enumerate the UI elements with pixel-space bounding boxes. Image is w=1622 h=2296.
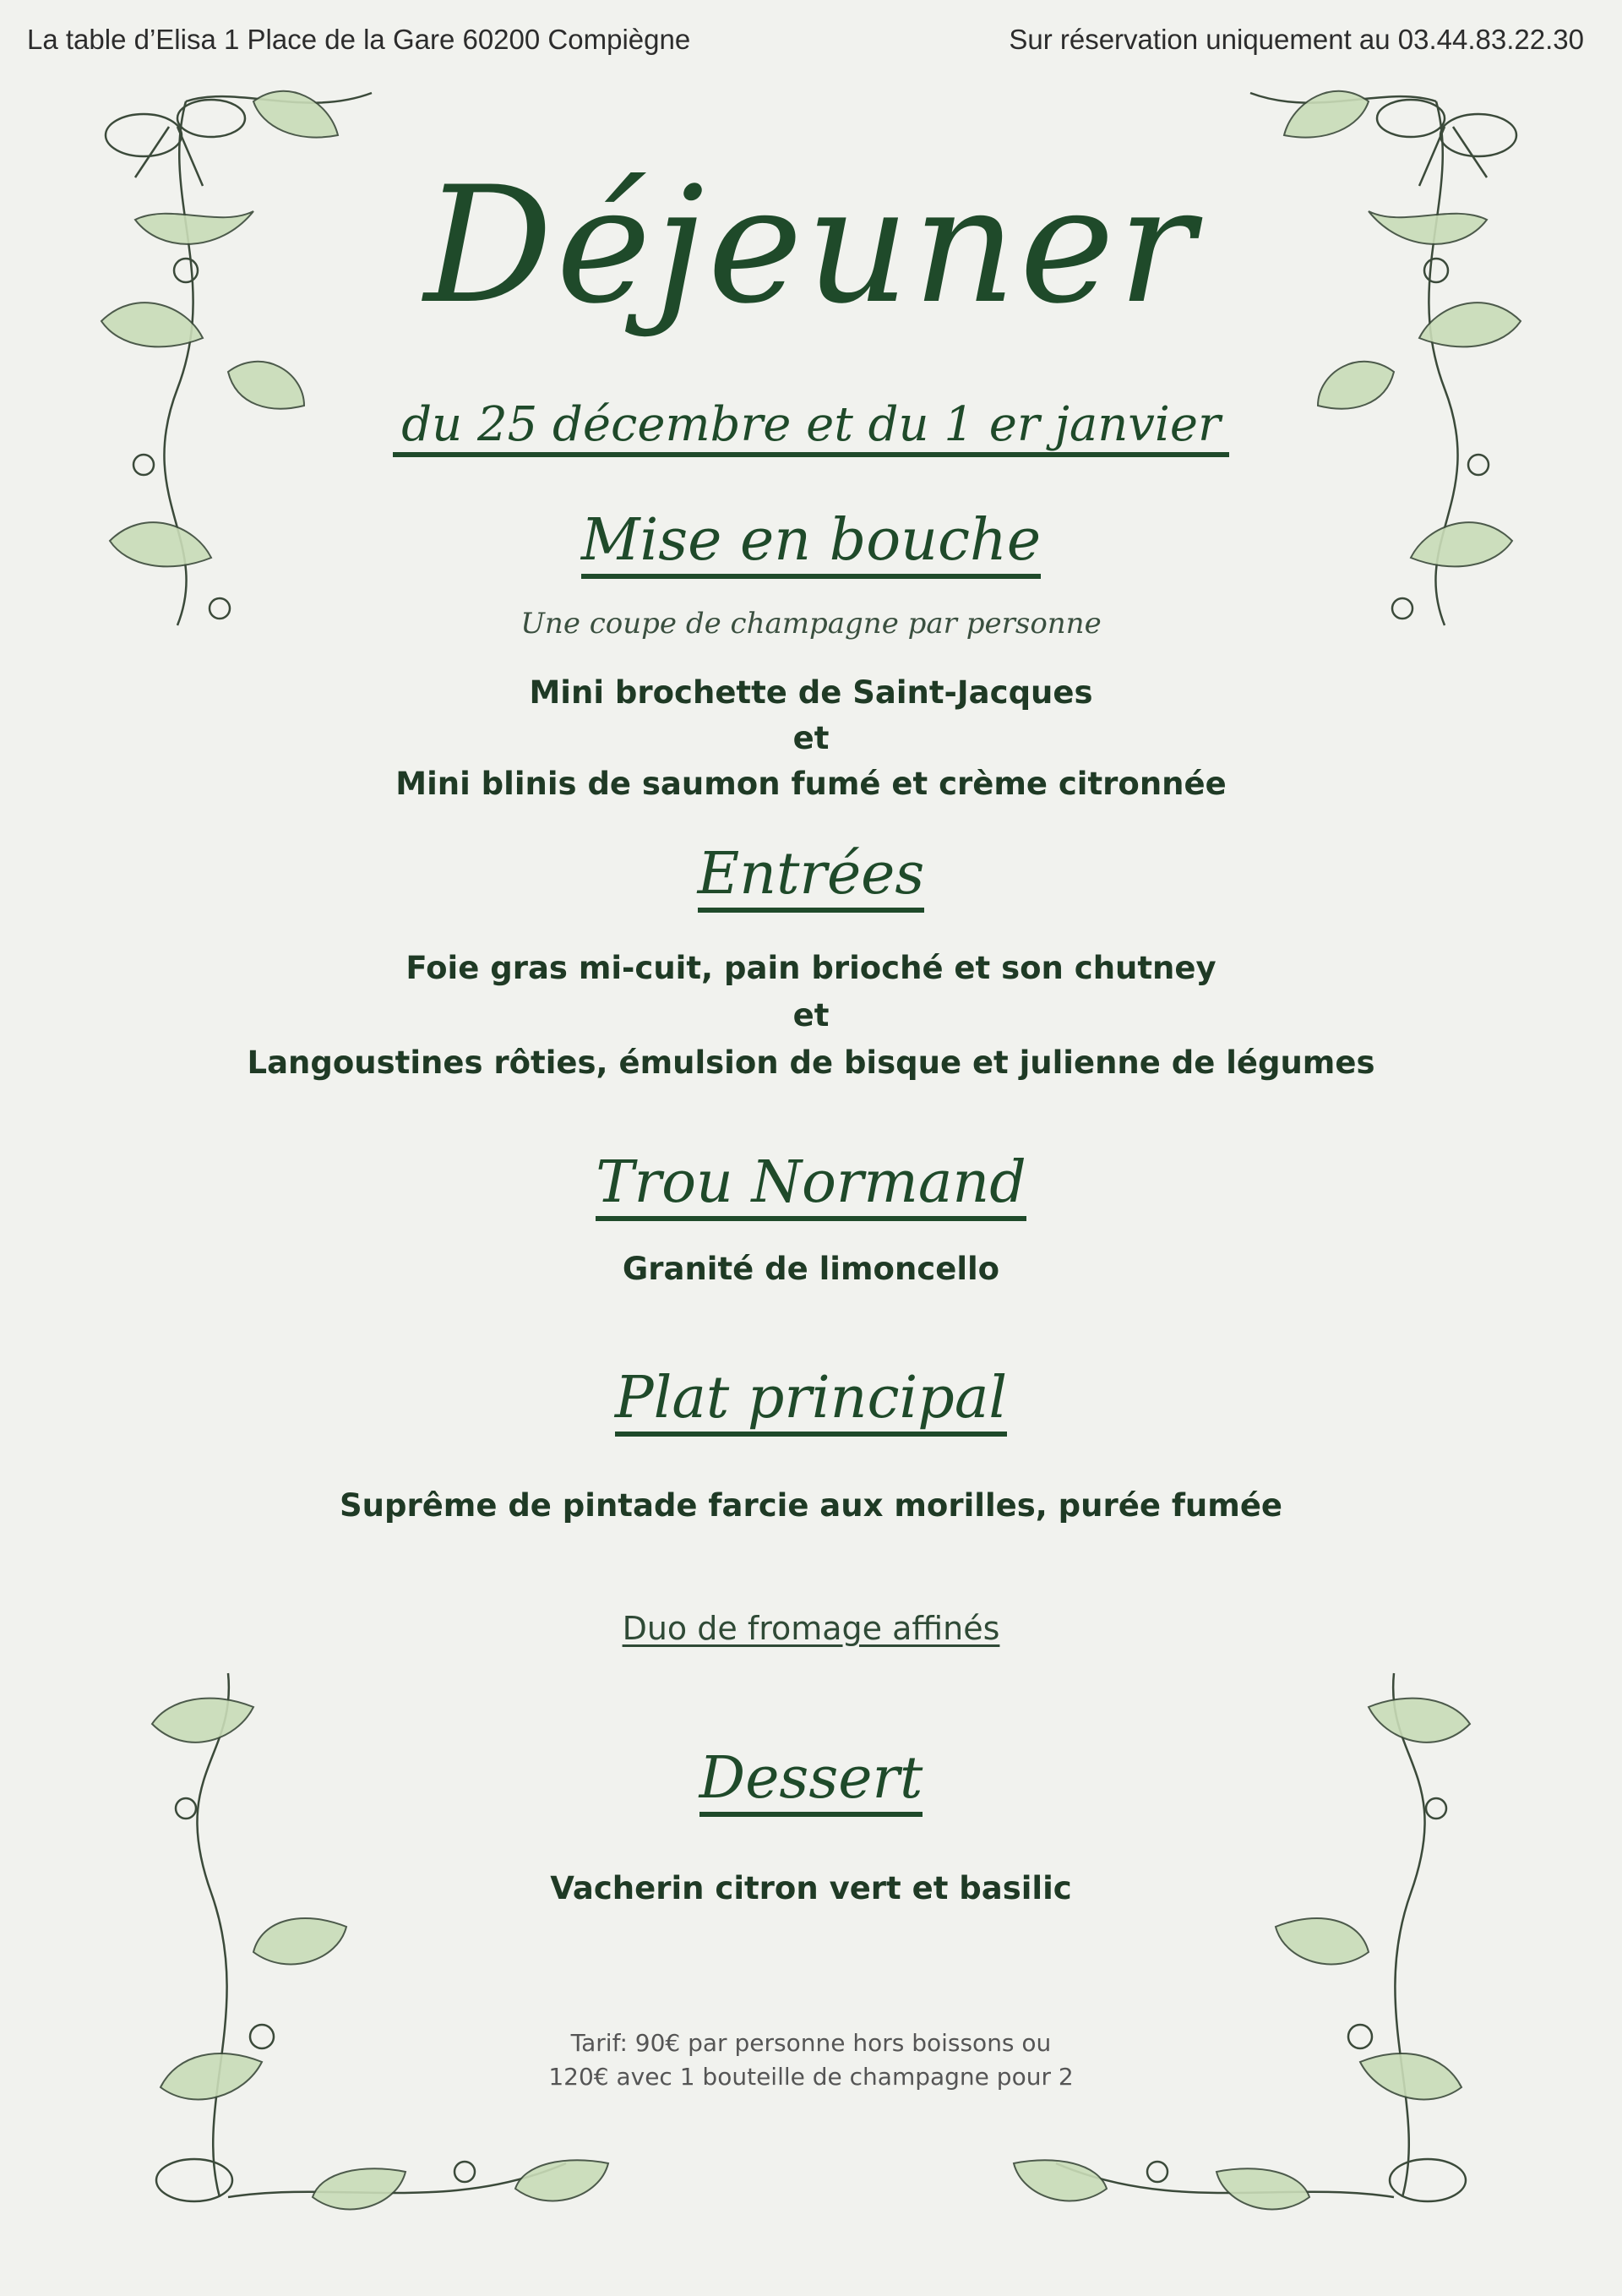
section-title-text: Mise en bouche: [581, 507, 1041, 579]
dish-connector: et: [792, 997, 830, 1033]
dish-line: Granité de limoncello: [622, 1251, 1000, 1287]
section-title-text: Trou Normand: [596, 1149, 1026, 1221]
cheese-course-text: Duo de fromage affinés: [622, 1610, 1000, 1647]
section-title-entrees: [0, 841, 1622, 908]
dish-line: Foie gras mi-cuit, pain brioché et son chutney: [406, 950, 1216, 986]
price-line-1: Tarif: 90€ par personne hors boissons ou: [570, 2029, 1052, 2057]
menu-title: Déjeuner: [423, 152, 1199, 339]
menu-dates-text: du 25 décembre et du 1 er janvier: [393, 397, 1229, 457]
dish-connector: et: [792, 720, 830, 756]
champagne-note: Une coupe de champagne par personne: [520, 607, 1102, 641]
section-title-mise-en-bouche: [0, 507, 1622, 574]
section-title-text: Dessert: [699, 1745, 923, 1817]
restaurant-address: La table d’Elisa 1 Place de la Gare 60200 Compiègne: [27, 24, 691, 55]
dish-line: Suprême de pintade farcie aux morilles, purée fumée: [339, 1487, 1283, 1524]
dish-line: Vacherin citron vert et basilic: [550, 1870, 1072, 1906]
dish-line: Langoustines rôties, émulsion de bisque et julienne de légumes: [247, 1044, 1375, 1081]
reservation-info: Sur réservation uniquement au 03.44.83.22.30: [1009, 24, 1584, 55]
price-info: [0, 2026, 1622, 2094]
section-title-text: Entrées: [698, 841, 925, 913]
menu-dates: [0, 397, 1622, 452]
section-title-dessert: [0, 1745, 1622, 1812]
price-line-2: 120€ avec 1 bouteille de champagne pour 2: [548, 2063, 1074, 2091]
dish-line: Mini brochette de Saint-Jacques: [529, 674, 1093, 711]
dish-line: Mini blinis de saumon fumé et crème citronnée: [395, 766, 1227, 802]
section-title-text: Plat principal: [615, 1365, 1007, 1437]
cheese-course: [0, 1610, 1622, 1647]
mistletoe-corner-bottom-left: [127, 1639, 718, 2231]
section-title-trou-normand: [0, 1149, 1622, 1216]
mistletoe-corner-bottom-right: [904, 1639, 1495, 2231]
section-title-plat-principal: [0, 1365, 1622, 1432]
